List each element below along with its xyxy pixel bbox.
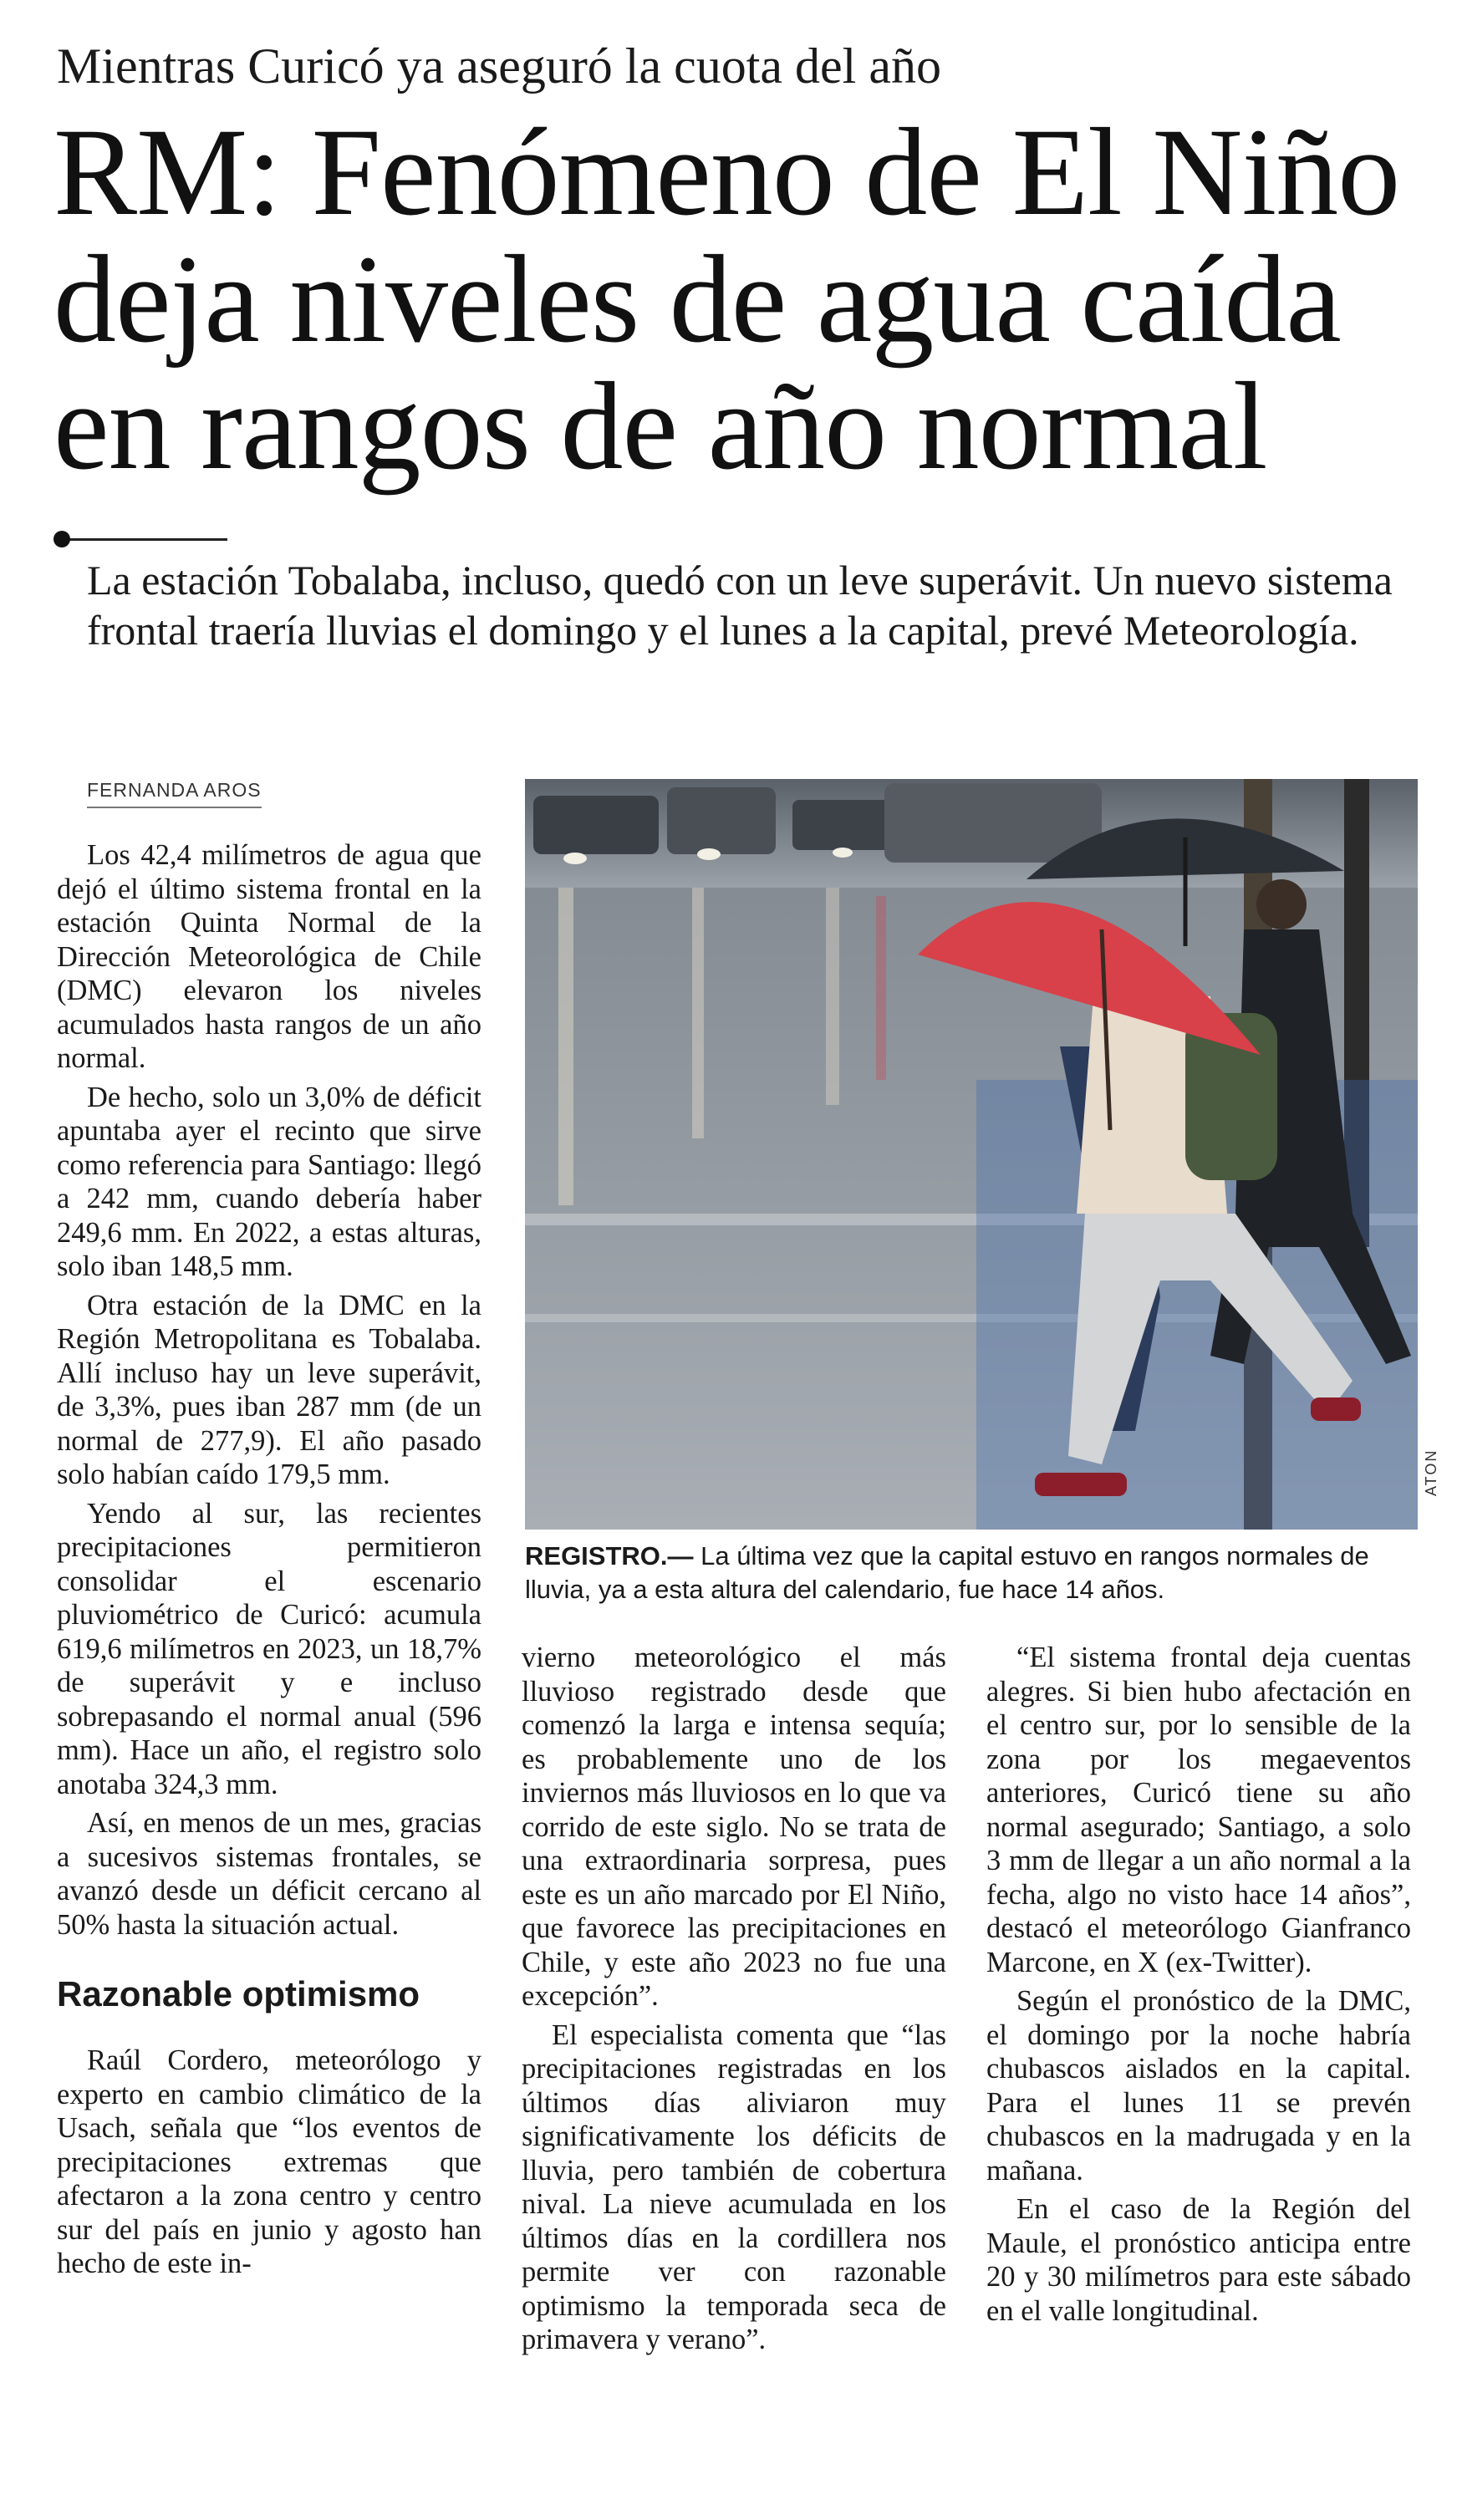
photo-credit: ATON <box>1423 1448 1439 1496</box>
caption-label: REGISTRO.— <box>525 1541 694 1571</box>
subheading: Razonable optimismo <box>57 1974 420 2013</box>
column-2 <box>522 1641 946 2357</box>
caption-text: La última vez que la capital estuvo en rangos normales de lluvia, ya a esta altura del calendario, fue hace 14 años. <box>525 1541 1369 1604</box>
kicker: Mientras Curicó ya aseguró la cuota del año <box>57 38 941 94</box>
bullet-dot <box>53 531 70 547</box>
paragraph: Según el pronóstico de la DMC, el domingo por la noche habría chubascos aislados en la capital. Para el lunes 11 se prevén chubascos en la madrugada y en la mañana. <box>986 1985 1411 2187</box>
paragraph: vierno meteorológico el más lluvioso registrado desde que comenzó la larga e intensa sequía; es probablemente uno de los inviernos más lluviosos en lo que va corrido de este siglo. No se trata de una extraordinaria sorpresa, pues este es un año marcado por El Niño, que favorece las precipitaciones en Chile, y este año 2023 no fue una excepción”. <box>522 1642 946 2012</box>
paragraph: Otra estación de la DMC en la Región Metropolitana es Tobalaba. Allí incluso hay un leve superávit, de 3,3%, pues iban 287 mm (de un normal de 277,9). El año pasado solo habían caído 179,5 mm. <box>57 1289 481 1490</box>
column-3 <box>986 1641 1411 2328</box>
headline: RM: Fenómeno de El Niño deja niveles de agua caída en rangos de año normal <box>53 103 1400 496</box>
paragraph: De hecho, solo un 3,0% de déficit apuntaba ayer el recinto que sirve como referencia para Santiago: llegó a 242 mm, cuando debería haber 249,6 mm. En 2022, a estas alturas, solo iban 148,5 mm. <box>57 1081 481 1282</box>
divider-bullet <box>60 538 227 541</box>
paragraph: Así, en menos de un mes, gracias a sucesivos sistemas frontales, se avanzó desde un déficit cercano al 50% hasta la situación actual. <box>57 1807 481 1941</box>
rain-street-illustration <box>525 779 1418 1530</box>
paragraph: Raúl Cordero, meteorólogo y experto en cambio climático de la Usach, señala que “los eventos de precipitaciones extremas que afectaron a la zona centro y centro sur del país en junio y agosto han hecho de este in- <box>57 2044 481 2279</box>
deck: La estación Tobalaba, incluso, quedó con un leve superávit. Un nuevo sistema frontal traería lluvias el domingo y el lunes a la capital, prevé Meteorología. <box>87 557 1393 654</box>
byline: FERNANDA AROS <box>87 779 262 808</box>
rain-photo <box>525 779 1418 1530</box>
paragraph: Los 42,4 milímetros de agua que dejó el último sistema frontal en la estación Quinta Normal de la Dirección Meteorológica de Chile (DMC) elevaron los niveles acumulados hasta rangos de un año normal. <box>57 839 481 1074</box>
paragraph: En el caso de la Región del Maule, el pronóstico anticipa entre 20 y 30 milímetros para este sábado en el valle longitudinal. <box>986 2193 1411 2327</box>
paragraph: Yendo al sur, las recientes precipitaciones permitieron consolidar el escenario pluviométrico de Curicó: acumula 619,6 milímetros en 2023, un 18,7% de superávit y e incluso sobrepasando el normal anual (596 mm). Hace un año, el registro solo anotaba 324,3 mm. <box>57 1497 481 1800</box>
column-1 <box>57 838 481 2281</box>
photo-caption <box>525 1540 1418 1606</box>
paragraph: El especialista comenta que “las precipitaciones registradas en los últimos días aliviaron muy significativamente los déficits de lluvia, pero también de cobertura nival. La nieve acumulada en los últimos días en la cordillera nos permite ver con razonable optimismo la temporada seca de primavera y verano”. <box>522 2019 946 2355</box>
paragraph: “El sistema frontal deja cuentas alegres. Si bien hubo afectación en el centro sur, por lo sensible de la zona por los megaeventos anteriores, Curicó tiene su año normal asegurado; Santiago, a solo 3 mm de llegar a un año normal a la fecha, algo no visto hace 14 años”, destacó el meteorólogo Gianfranco Marcone, en X (ex-Twitter). <box>986 1642 1411 1978</box>
